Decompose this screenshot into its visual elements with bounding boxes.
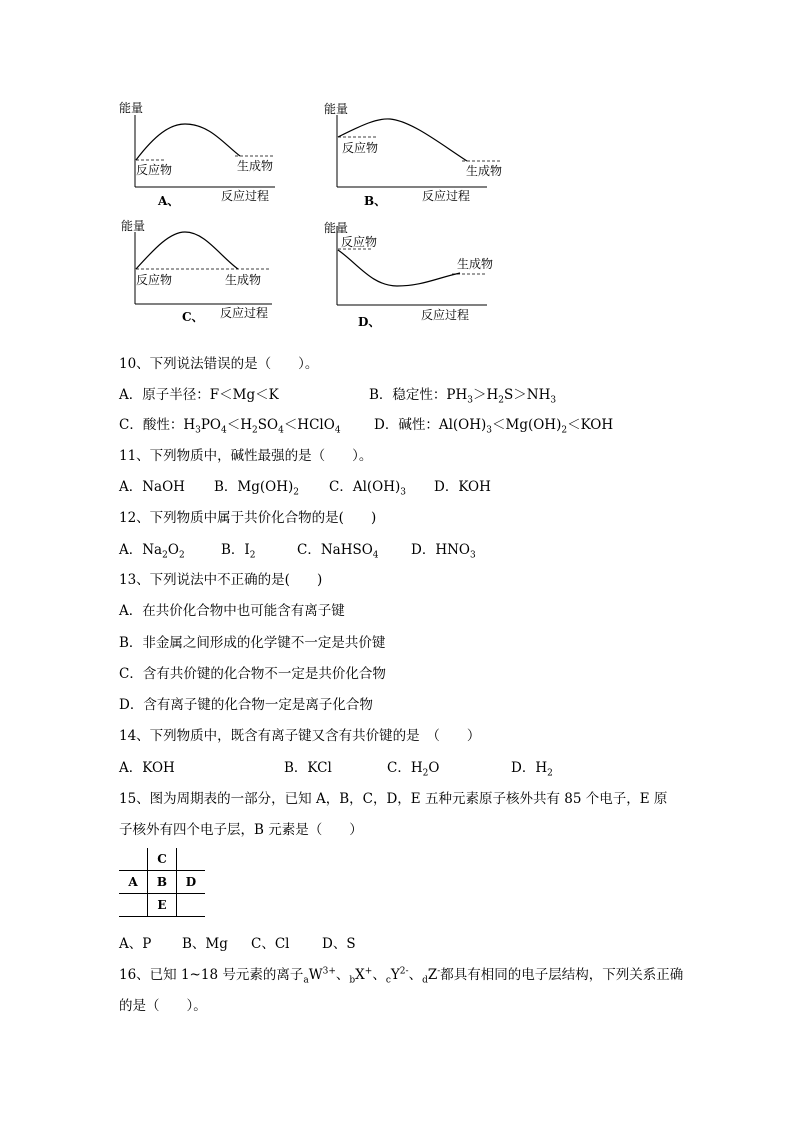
reactant-label: 反应物 — [342, 141, 379, 155]
q15-stem-line1: 15、图为周期表的一部分，已知 A，B，C，D，E 五种元素原子核外共有 85 个电子，E 原 — [119, 791, 668, 807]
ylabel: 能量 — [121, 219, 146, 233]
pt-cell — [119, 848, 148, 871]
energy-diagram-a — [110, 100, 290, 210]
product-label: 生成物 — [237, 159, 274, 173]
reactant-label: 反应物 — [341, 235, 378, 249]
q15-option-b: B、Mg — [182, 936, 228, 952]
q15-stem-line2: 子核外有四个电子层，B 元素是（ ） — [119, 822, 363, 838]
q14-stem: 14、下列物质中，既含有离子键又含有共价键的是 （ ） — [119, 728, 481, 744]
q12-option-d: D．$HNO_3$ — [411, 542, 476, 561]
q14-option-a: A．KOH — [119, 760, 175, 776]
q11-option-d: D．KOH — [434, 479, 491, 495]
pt-cell — [177, 848, 206, 871]
pt-cell — [177, 894, 206, 917]
pt-cell: D — [177, 871, 206, 894]
q15-option-c: C、Cl — [251, 936, 290, 952]
q12-option-b: B．$I_2$ — [221, 542, 256, 561]
diagram-b-plot — [312, 100, 502, 210]
option-letter: D、 — [358, 315, 381, 329]
pt-cell: E — [148, 894, 177, 917]
q16-stem-line1: 16、已知 1~18 号元素的离子$_aW^{3+}$、$_b$X+、$_cY^{2-}$、$_d$Z-都具有相同的电子层结构，下列关系正确 — [119, 966, 684, 986]
pt-cell: B — [148, 871, 177, 894]
reactant-label: 反应物 — [136, 163, 173, 177]
q15-option-d: D、S — [322, 936, 356, 952]
xlabel: 反应过程 — [221, 189, 270, 203]
q13-option-a: A．在共价化合物中也可能含有离子键 — [119, 603, 345, 619]
option-letter: B、 — [364, 194, 387, 208]
ylabel: 能量 — [324, 221, 349, 235]
q10-option-b: B．稳定性：$PH_3>H_2S>NH_3$ — [369, 387, 557, 406]
pt-cell — [119, 894, 148, 917]
option-letter: C、 — [182, 310, 204, 324]
q12-option-a: A．$Na_2O_2$ — [119, 542, 185, 561]
q10-option-a: A．原子半径：F＜Mg＜K — [119, 387, 279, 403]
q13-option-c: C．含有共价键的化合物不一定是共价化合物 — [119, 666, 386, 682]
ylabel: 能量 — [119, 101, 144, 115]
energy-diagram-c — [110, 218, 290, 328]
reactant-label: 反应物 — [136, 273, 173, 287]
q10-option-c: C．酸性：$H_3PO_4<H_2SO_4<HClO_4$ — [119, 417, 341, 436]
q11-option-a: A．NaOH — [119, 479, 185, 495]
q13-option-d: D．含有离子键的化合物一定是离子化合物 — [119, 697, 373, 713]
q16-stem-line2: 的是（ ）。 — [119, 998, 207, 1014]
energy-diagram-b — [312, 100, 502, 210]
periodic-table-fragment — [119, 848, 205, 917]
product-label: 生成物 — [466, 164, 503, 178]
q13-stem: 13、下列说法中不正确的是( ) — [119, 572, 323, 588]
q10-option-d: D．碱性：$Al(OH)_3<Mg(OH)_2<KOH$ — [374, 417, 614, 436]
pt-cell: C — [148, 848, 177, 871]
product-label: 生成物 — [457, 257, 494, 271]
xlabel: 反应过程 — [421, 308, 470, 322]
xlabel: 反应过程 — [422, 189, 471, 203]
q11-option-b: B．$Mg(OH)_2$ — [214, 479, 299, 498]
ylabel: 能量 — [324, 102, 349, 116]
q12-option-c: C．NaHSO$_4$ — [297, 542, 379, 561]
energy-diagram-d — [312, 218, 502, 330]
xlabel: 反应过程 — [220, 306, 269, 320]
product-label: 生成物 — [225, 273, 262, 287]
q10-stem: 10、下列说法错误的是（ ）。 — [119, 356, 319, 372]
q11-stem: 11、下列物质中，碱性最强的是（ ）。 — [119, 448, 373, 464]
q14-option-b: B．KCl — [284, 760, 332, 776]
q15-option-a: A、P — [119, 936, 152, 952]
option-letter: A、 — [158, 194, 180, 208]
pt-cell: A — [119, 871, 148, 894]
q14-option-c: C．$H_2O$ — [387, 760, 440, 779]
q14-option-d: D．$H_2$ — [511, 760, 553, 779]
q13-option-b: B．非金属之间形成的化学键不一定是共价键 — [119, 635, 386, 651]
q12-stem: 12、下列物质中属于共价化合物的是( ) — [119, 510, 377, 526]
q11-option-c: C．$Al(OH)_3$ — [329, 479, 407, 498]
